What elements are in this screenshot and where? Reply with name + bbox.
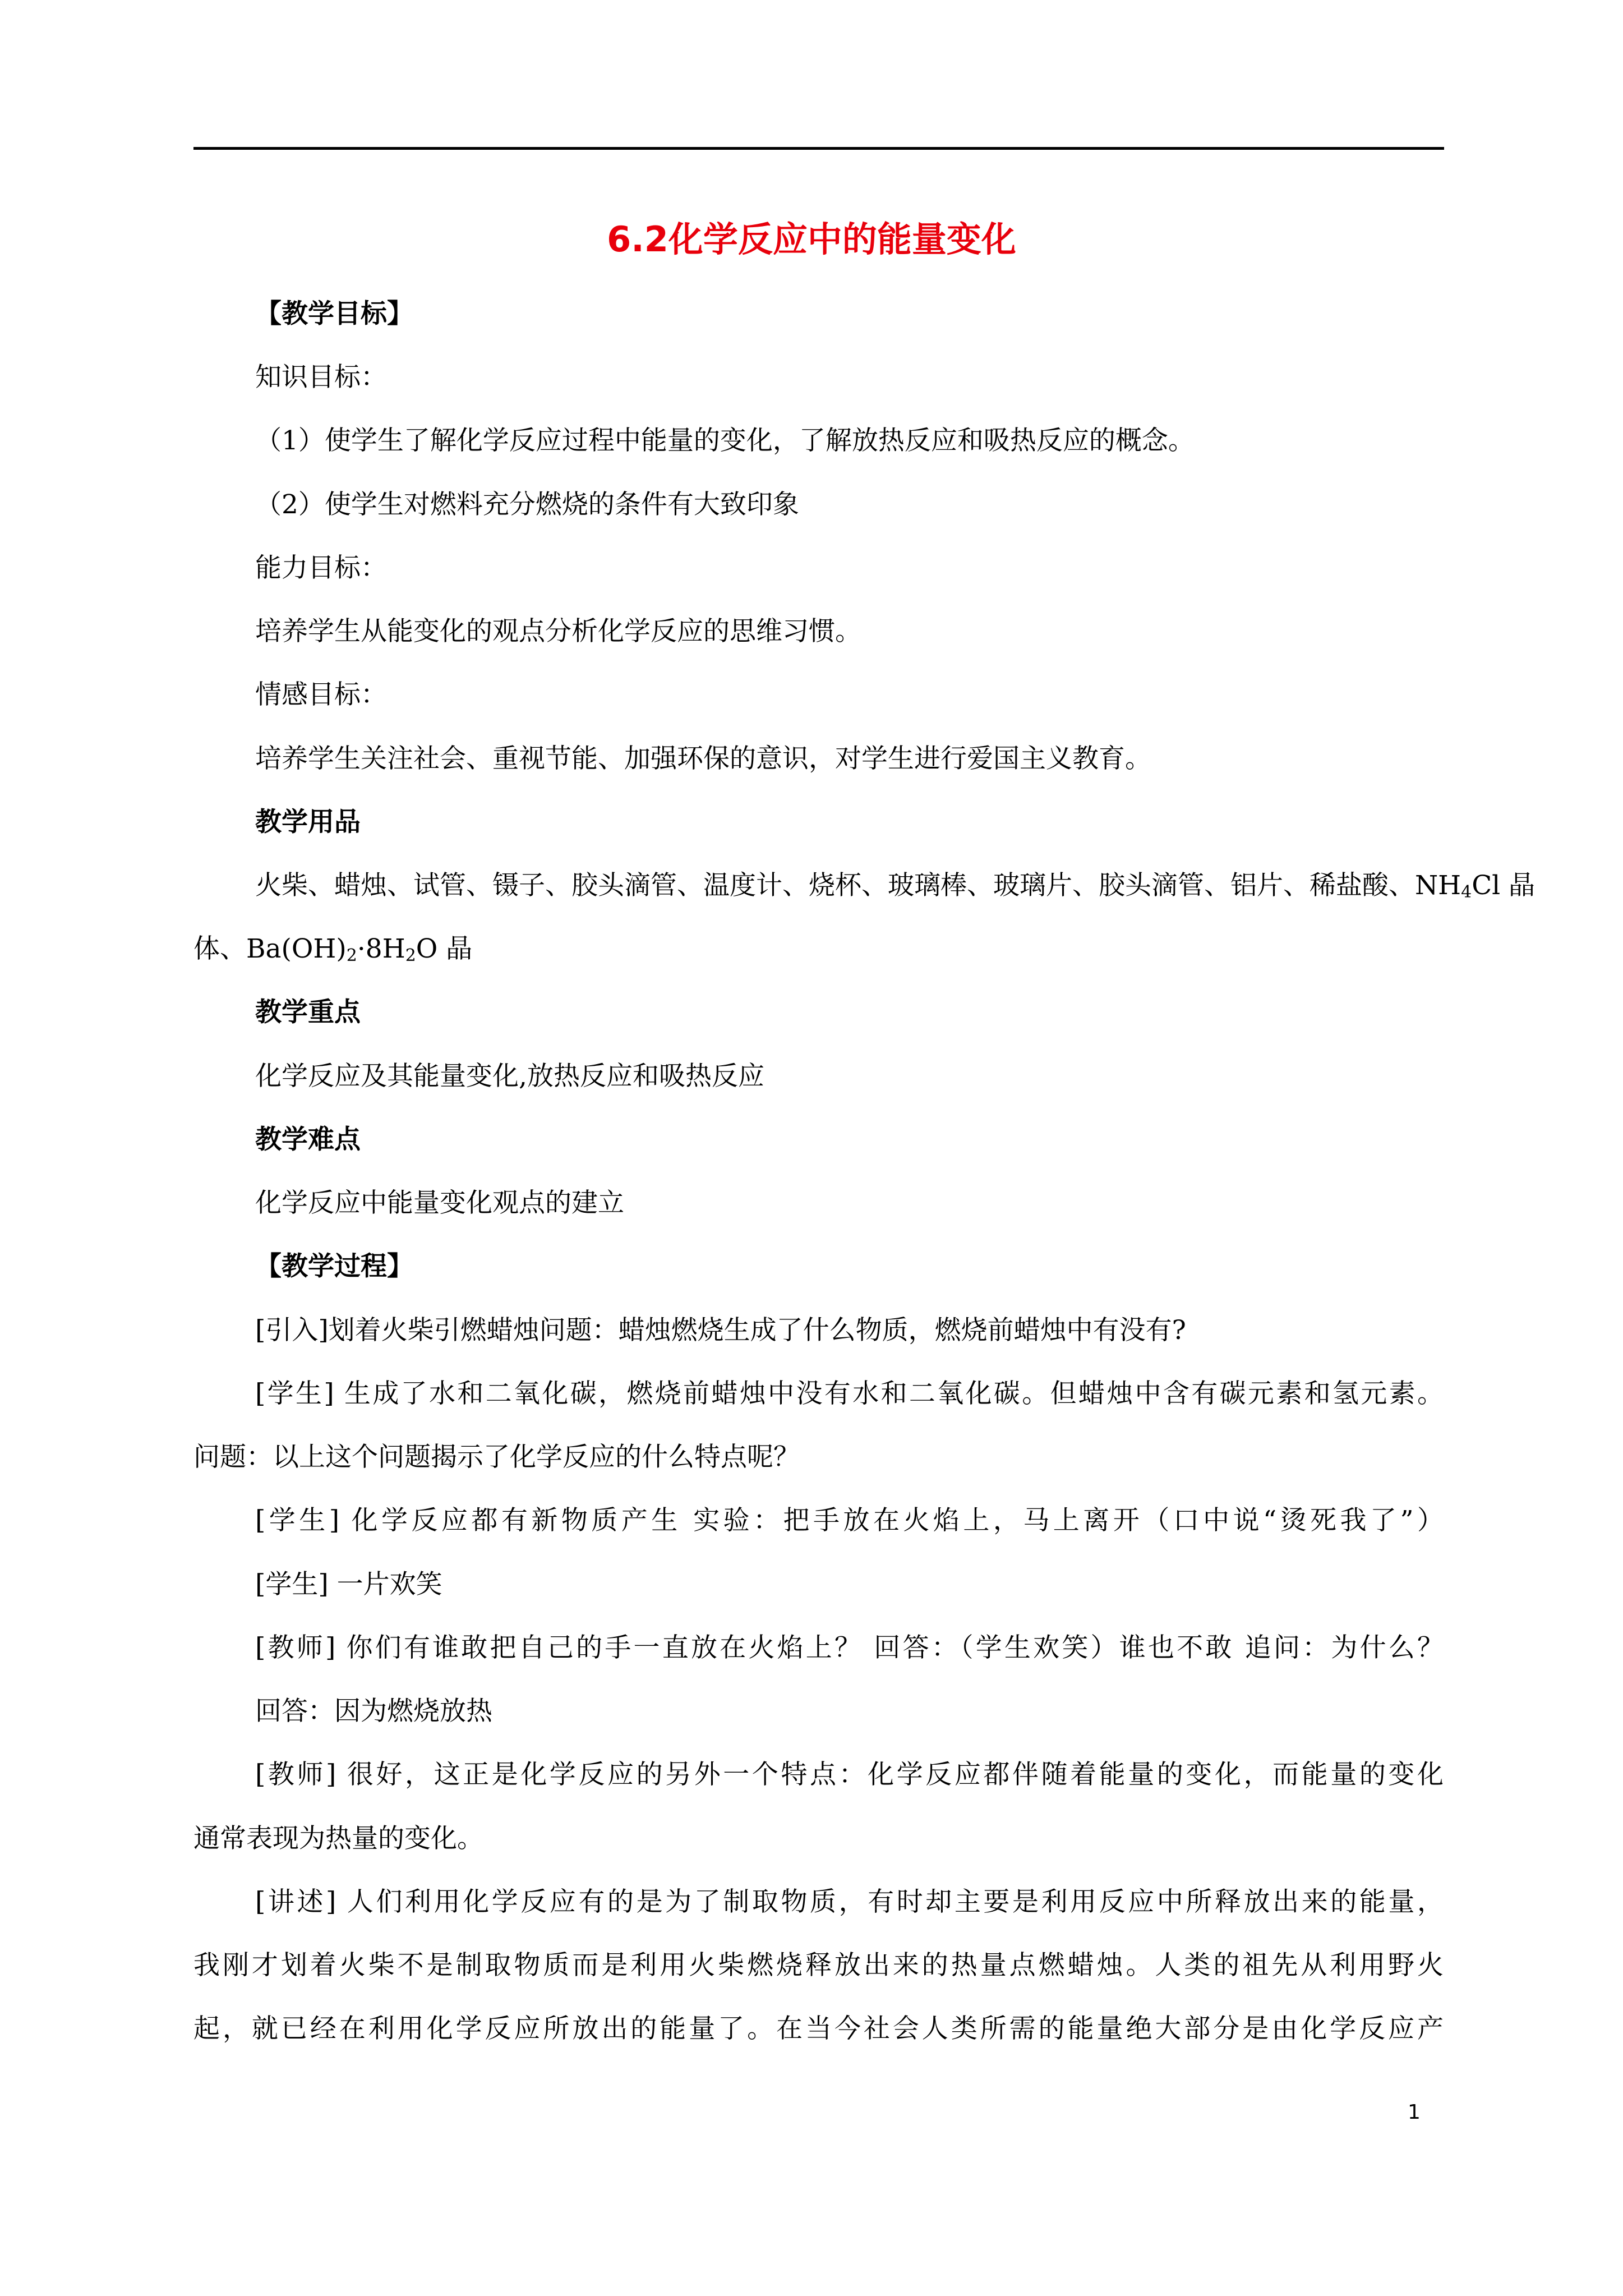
process-p5: [教师] 你们有谁敢把自己的手一直放在火焰上？ 回答：（学生欢笑）谁也不敢 追问：为什么？: [255, 1632, 1444, 1663]
process-p8-line-c: [0, 2007, 1623, 2051]
page-number: 1: [1408, 2101, 1421, 2124]
header-rule: [193, 147, 1444, 150]
knowledge-label: 知识目标：: [255, 362, 387, 393]
process-p1: [引入]划着火柴引燃蜡烛问题：蜡烛燃烧生成了什么物质，燃烧前蜡烛中有没有?: [255, 1315, 1186, 1346]
process-p7-line-a: [0, 1752, 1623, 1797]
nh4-subscript: 4: [1461, 882, 1472, 902]
process-p6: 回答：因为燃烧放热: [255, 1696, 492, 1727]
process-p2-line-a: [0, 1372, 1623, 1416]
focus-text: 化学反应及其能量变化,放热反应和吸热反应: [255, 1061, 764, 1092]
knowledge-item-2: （2）使学生对燃料充分燃烧的条件有大致印象: [255, 489, 799, 520]
focus-heading: 教学重点: [255, 997, 361, 1028]
difficulty-heading: 教学难点: [255, 1124, 361, 1155]
materials-text-2-b: ·8H: [357, 933, 405, 964]
knowledge-item-2-line: [0, 482, 1623, 527]
knowledge-item-1: （1）使学生了解化学反应过程中能量的变化，了解放热反应和吸热反应的概念。: [255, 425, 1195, 456]
process-p7-b: 通常表现为热量的变化。: [193, 1823, 483, 1854]
materials-text-2-a: 体、Ba(OH): [193, 933, 347, 964]
materials-text-2: [193, 927, 472, 972]
difficulty-text: 化学反应中能量变化观点的建立: [255, 1188, 624, 1218]
materials-text-2-c: O 晶: [416, 933, 473, 964]
ability-text: 培养学生从能变化的观点分析化学反应的思维习惯。: [255, 616, 861, 647]
process-p2-a: [学生] 生成了水和二氧化碳，燃烧前蜡烛中没有水和二氧化碳。但蜡烛中含有碳元素和氢元素。: [255, 1378, 1444, 1409]
materials-line-1: [0, 863, 1623, 908]
process-p8-line-a: [0, 1880, 1623, 1925]
document-title: 6.2化学反应中的能量变化: [607, 219, 1016, 260]
process-p4-line: [0, 1562, 1623, 1607]
process-p8-c: 起，就已经在利用化学反应所放出的能量了。在当今社会人类所需的能量绝大部分是由化学反应产: [193, 2013, 1444, 2044]
emotion-text-line: [0, 737, 1623, 781]
knowledge-item-1-line: [0, 418, 1623, 463]
emotion-label-line: [0, 673, 1623, 717]
process-p3-line: [0, 1498, 1623, 1543]
emotion-label: 情感目标：: [255, 679, 387, 710]
materials-line-2: [0, 927, 1623, 972]
difficulty-text-line: [0, 1181, 1623, 1226]
process-heading-line: [0, 1244, 1623, 1289]
process-p8-a: [讲述] 人们利用化学反应有的是为了制取物质，有时却主要是利用反应中所释放出来的能量，: [255, 1887, 1444, 1917]
process-p2-line-b: [0, 1435, 1623, 1480]
process-p2-b: 问题：以上这个问题揭示了化学反应的什么特点呢？: [193, 1442, 800, 1473]
knowledge-label-line: [0, 355, 1623, 400]
process-p5-line: [0, 1626, 1623, 1671]
difficulty-heading-line: [0, 1117, 1623, 1162]
focus-heading-line: [0, 990, 1623, 1035]
materials-text-1-tail: Cl 晶: [1472, 870, 1536, 901]
baoh2-subscript: 2: [346, 946, 357, 965]
objectives-heading: 【教学目标】: [255, 298, 413, 329]
process-p7-a: [教师] 很好，这正是化学反应的另外一个特点：化学反应都伴随着能量的变化，而能量的变化: [255, 1759, 1444, 1790]
emotion-text: 培养学生关注社会、重视节能、加强环保的意识，对学生进行爱国主义教育。: [255, 743, 1151, 774]
materials-heading-line: [0, 800, 1623, 845]
process-p3: [学生] 化学反应都有新物质产生 实验：把手放在火焰上，马上离开（口中说“烫死我了”）: [255, 1505, 1444, 1536]
ability-text-line: [0, 609, 1623, 654]
process-heading: 【教学过程】: [255, 1251, 413, 1282]
process-p4: [学生] 一片欢笑: [255, 1569, 442, 1600]
process-p8-line-b: [0, 1943, 1623, 1988]
materials-text-1: [255, 863, 1536, 908]
ability-label: 能力目标：: [255, 553, 387, 583]
process-p7-line-b: [0, 1816, 1623, 1861]
process-p8-b: 我刚才划着火柴不是制取物质而是利用火柴燃烧释放出来的热量点燃蜡烛。人类的祖先从利用野火: [193, 1950, 1444, 1981]
ability-label-line: [0, 546, 1623, 591]
process-p6-line: [0, 1689, 1623, 1734]
process-p1-line: [0, 1308, 1623, 1353]
materials-heading: 教学用品: [255, 807, 361, 838]
objectives-heading-line: [0, 292, 1623, 337]
focus-text-line: [0, 1054, 1623, 1099]
h2o-subscript: 2: [405, 946, 416, 965]
materials-text-1-main: 火柴、蜡烛、试管、镊子、胶头滴管、温度计、烧杯、玻璃棒、玻璃片、胶头滴管、铝片、稀盐酸、NH: [255, 870, 1461, 901]
